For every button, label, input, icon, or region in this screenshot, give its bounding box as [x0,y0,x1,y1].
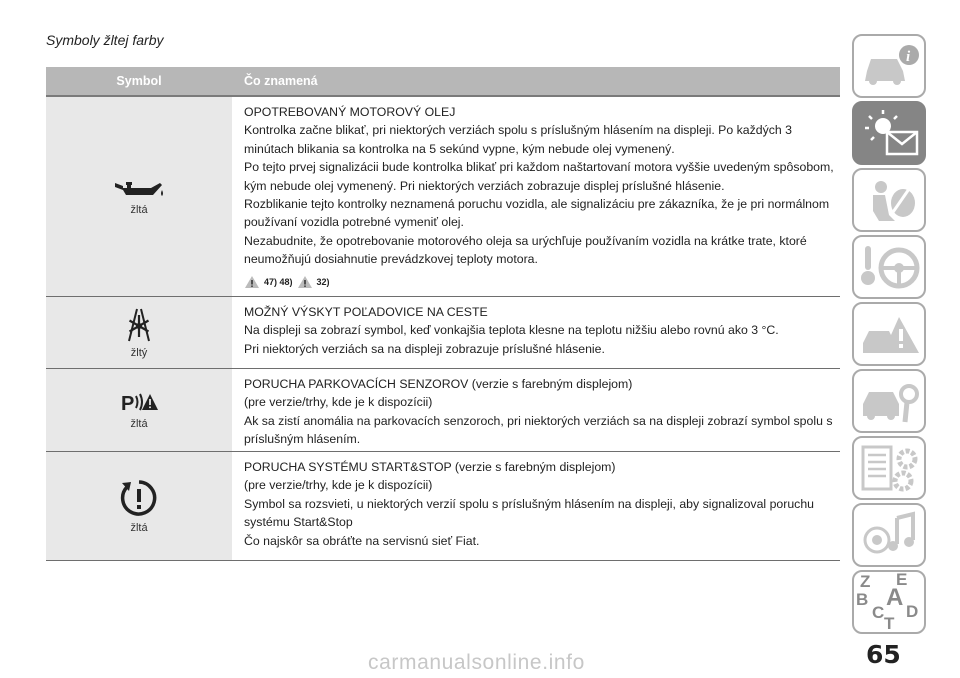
page-number: 65 [866,640,901,669]
car-info-icon [859,41,923,91]
symbol-cell [46,297,232,368]
tab-index[interactable] [852,570,926,634]
index-letter: B [856,590,869,609]
warning-lights-table [46,67,840,561]
row-paragraph: Kontrolka začne blikať, pri niektorých verziách spolu s príslušným hlásením na displeji. Po každých 3 minútach blikania sa kontrolka na 5 sekúnd vypne, kým nebude olej vymenený. [244,123,792,156]
row-paragraph: Čo najskôr sa obráťte na servisnú sieť Fiat. [244,533,480,548]
row-paragraph: Pri niektorých verziách sa na displeji zobrazuje príslušné hlásenie. [244,341,605,356]
snowflake-road-icon [117,307,161,343]
oil-can-icon [113,178,165,200]
airbag-seat-icon [859,175,923,227]
row-paragraph: Po tejto prvej signalizácii bude kontrolka blikať pri každom naštartovaní motora vyššie uvedeným spôsobom, kým nebude olej vymenený. Pri niektorých verziách zobrazuje displej príslušné hlásenie. [244,160,834,193]
reference-text: 47) 48) [264,276,293,287]
section-title: Symboly žltej farby [46,32,164,48]
specs-gears-icon [859,443,923,495]
reference-text: 32) [316,276,330,287]
index-letter: Z [860,572,871,591]
meaning-cell [232,97,840,296]
index-letter: D [906,602,919,621]
tab-specs[interactable] [852,436,926,500]
symbol-cell [46,369,232,451]
meaning-cell [232,452,840,560]
symbol-cell [46,97,232,296]
header-meaning: Čo znamená [244,74,318,88]
warning-triangle-icon [297,275,313,289]
row-paragraph: Nezabudnite, že opotrebovanie motorového oleja sa urýchľuje používaním vozidla na krátke trate, ktoré neumožňujú dosiahnutie prevádzkovej teploty motora. [244,233,807,267]
tab-airbag-seat[interactable] [852,168,926,232]
table-row [46,452,840,561]
color-label: žltá [130,418,148,430]
warning-references [244,273,836,291]
color-label: žltý [130,346,148,359]
row-paragraph: Symbol sa rozsvieti, u niektorých verzií spolu s príslušným hlásením na displeji, aby signalizoval poruchu systému Start&Stop [244,496,815,530]
watermark: carmanualsonline.info [368,651,585,674]
row-paragraph: (pre verzie/trhy, kde je k dispozícii) [244,395,433,410]
tab-car-info[interactable] [852,34,926,98]
header-symbol: Symbol [116,74,162,88]
steering-key-icon [859,242,923,294]
color-label: žltá [130,203,148,216]
row-heading: PORUCHA SYSTÉMU START&STOP (verzie s farebným displejom) [244,460,616,474]
accident-icon [859,309,923,361]
index-letter: A [886,584,904,611]
svg-text:i: i [906,49,911,65]
warning-lights-icon [859,108,923,160]
tab-multimedia[interactable] [852,503,926,567]
row-paragraph: (pre verzie/trhy, kde je k dispozícii) [244,478,433,493]
row-paragraph: Ak sa zistí anomália na parkovacích senzoroch, pri niektorých verziách sa na displeji zobrazí symbol spolu s príslušným hlásením. [244,413,833,447]
start-stop-fault-icon [119,478,159,518]
meaning-cell [232,369,840,451]
symbol-cell [46,452,232,560]
row-heading: PORUCHA PARKOVACÍCH SENZOROV (verzie s farebným displejom) [244,377,633,391]
table-header [46,67,840,97]
multimedia-icon [859,510,923,562]
row-heading: MOŽNÝ VÝSKYT POĽADOVICE NA CESTE [244,305,488,319]
row-heading: OPOTREBOVANÝ MOTOROVÝ OLEJ [244,105,456,119]
index-letter: C [872,603,885,622]
table-row [46,97,840,297]
table-row [46,297,840,369]
index-letter: E [896,570,908,589]
tab-warning-lights[interactable] [852,101,926,165]
table-row [46,369,840,452]
maintenance-icon [859,376,923,428]
parking-sensor-fault-icon [119,390,159,414]
warning-triangle-icon [244,275,260,289]
row-paragraph: Na displeji sa zobrazí symbol, keď vonkajšia teplota klesne na teplotu nižšiu alebo rovnú ako 3 °C. [244,323,779,338]
index-letter: T [884,614,895,633]
svg-text:P: P [121,393,135,414]
tab-steering-key[interactable] [852,235,926,299]
meaning-cell [232,297,840,368]
tab-maintenance[interactable] [852,369,926,433]
row-paragraph: Rozblikanie tejto kontrolky neznamená poruchu vozidla, ale signalizáciu pre zákazníka, že je pri normálnom používaní vozidla potrebné vymeniť olej. [244,197,830,230]
color-label: žltá [130,522,148,534]
tab-accident[interactable] [852,302,926,366]
